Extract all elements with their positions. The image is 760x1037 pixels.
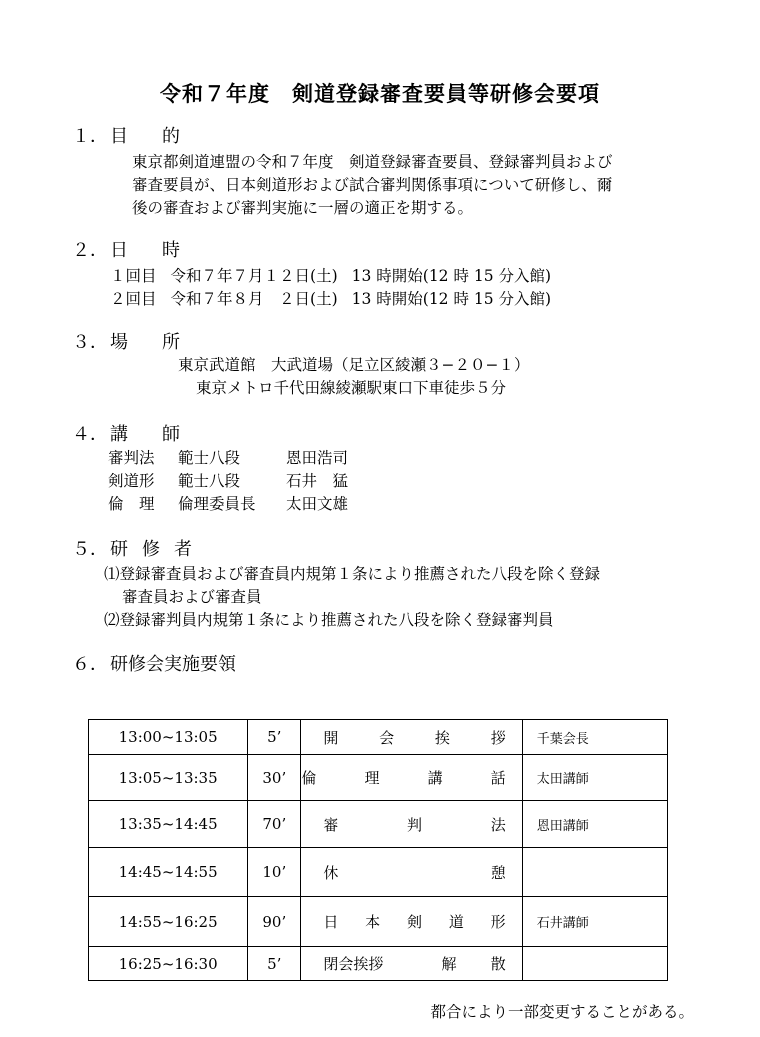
table-row — [89, 720, 668, 755]
heading-char: 者 — [174, 539, 192, 560]
minutes-cell: 90’ — [248, 897, 301, 947]
heading-char: 日 — [110, 240, 128, 261]
item-cell: 休 憩 — [301, 848, 522, 897]
time-cell: 16:25~16:30 — [89, 947, 248, 981]
venue-line: 東京メトロ千代田線綾瀬駅東口下車徒歩５分 — [196, 379, 507, 397]
page-title: 令和７年度 剣道登録審査要員等研修会要項 — [160, 81, 600, 106]
trainee-item-continued: 審査員および審査員 — [122, 588, 262, 606]
venue-line: 東京武道館 大武道場（足立区綾瀬３−２０−１） — [178, 356, 530, 374]
heading-char: 場 — [110, 332, 128, 353]
table-row — [89, 755, 668, 801]
heading-char: 研 — [110, 539, 128, 560]
change-note: 都合により一部変更することがある。 — [430, 1003, 694, 1021]
table-row — [89, 801, 668, 848]
session-row: １回目 令和７年７月１２日(土) 13 時開始(12 時 15 分入館) — [110, 267, 552, 285]
heading-char: 時 — [162, 240, 180, 261]
section-program-heading: ６． 研修会実施要領 — [72, 654, 236, 675]
heading-char: 目 — [110, 126, 128, 147]
lecturer-cell — [522, 848, 667, 897]
table-row — [89, 897, 668, 947]
schedule-table — [88, 719, 668, 981]
minutes-cell: 70’ — [248, 801, 301, 848]
minutes-cell: 30’ — [248, 755, 301, 801]
item-cell: 審 判 法 — [301, 801, 522, 848]
lecturer-row: 審判法 範士八段 恩田浩司 — [108, 449, 349, 467]
lecturer-cell: 恩田講師 — [522, 801, 667, 848]
purpose-line: 後の審査および審判実施に一層の適正を期する。 — [132, 199, 474, 217]
lecturer-cell: 太田講師 — [522, 755, 667, 801]
lecturer-cell: 千葉会長 — [522, 720, 667, 755]
trainee-item: ⑵登録審判員内規第１条により推薦された八段を除く登録審判員 — [104, 611, 554, 629]
item-cell: 倫 理 講 話 — [301, 755, 522, 801]
lecturer-cell: 石井講師 — [522, 897, 667, 947]
section-lecturers-heading: ４． 講 師 — [72, 424, 180, 445]
heading-char: 修 — [142, 539, 160, 560]
section-datetime-heading: ２． 日 時 — [72, 240, 180, 261]
session-row: ２回目 令和７年８月 ２日(土) 13 時開始(12 時 15 分入館) — [110, 290, 552, 308]
lecturer-row: 剣道形 範士八段 石井 猛 — [108, 472, 349, 490]
section-purpose-heading: １． 目 的 — [72, 126, 180, 147]
time-cell: 13:00~13:05 — [89, 720, 248, 755]
trainee-item: ⑴登録審査員および審査員内規第１条により推薦された八段を除く登録 — [104, 565, 601, 583]
purpose-line: 東京都剣道連盟の令和７年度 剣道登録審査要員、登録審判員および — [132, 153, 613, 171]
heading-char: 師 — [162, 424, 180, 445]
table-row — [89, 947, 668, 981]
heading-char: 講 — [110, 424, 128, 445]
table-row — [89, 848, 668, 897]
time-cell: 13:05~13:35 — [89, 755, 248, 801]
time-cell: 14:45~14:55 — [89, 848, 248, 897]
time-cell: 14:55~16:25 — [89, 897, 248, 947]
lecturer-row: 倫 理 倫理委員長 太田文雄 — [108, 495, 349, 513]
heading-char: 所 — [162, 332, 180, 353]
item-cell: 開 会 挨 拶 — [301, 720, 522, 755]
section-venue-heading: ３． 場 所 — [72, 332, 180, 353]
item-cell: 閉会挨拶 解 散 — [301, 947, 522, 981]
minutes-cell: 10’ — [248, 848, 301, 897]
minutes-cell: 5’ — [248, 720, 301, 755]
purpose-line: 審査要員が、日本剣道形および試合審判関係事項について研修し、爾 — [132, 176, 613, 194]
minutes-cell: 5’ — [248, 947, 301, 981]
time-cell: 13:35~14:45 — [89, 801, 248, 848]
item-cell: 日 本 剣 道 形 — [301, 897, 522, 947]
lecturer-cell — [522, 947, 667, 981]
section-trainees-heading: ５． 研 修 者 — [72, 539, 192, 560]
heading-char: 的 — [162, 126, 180, 147]
